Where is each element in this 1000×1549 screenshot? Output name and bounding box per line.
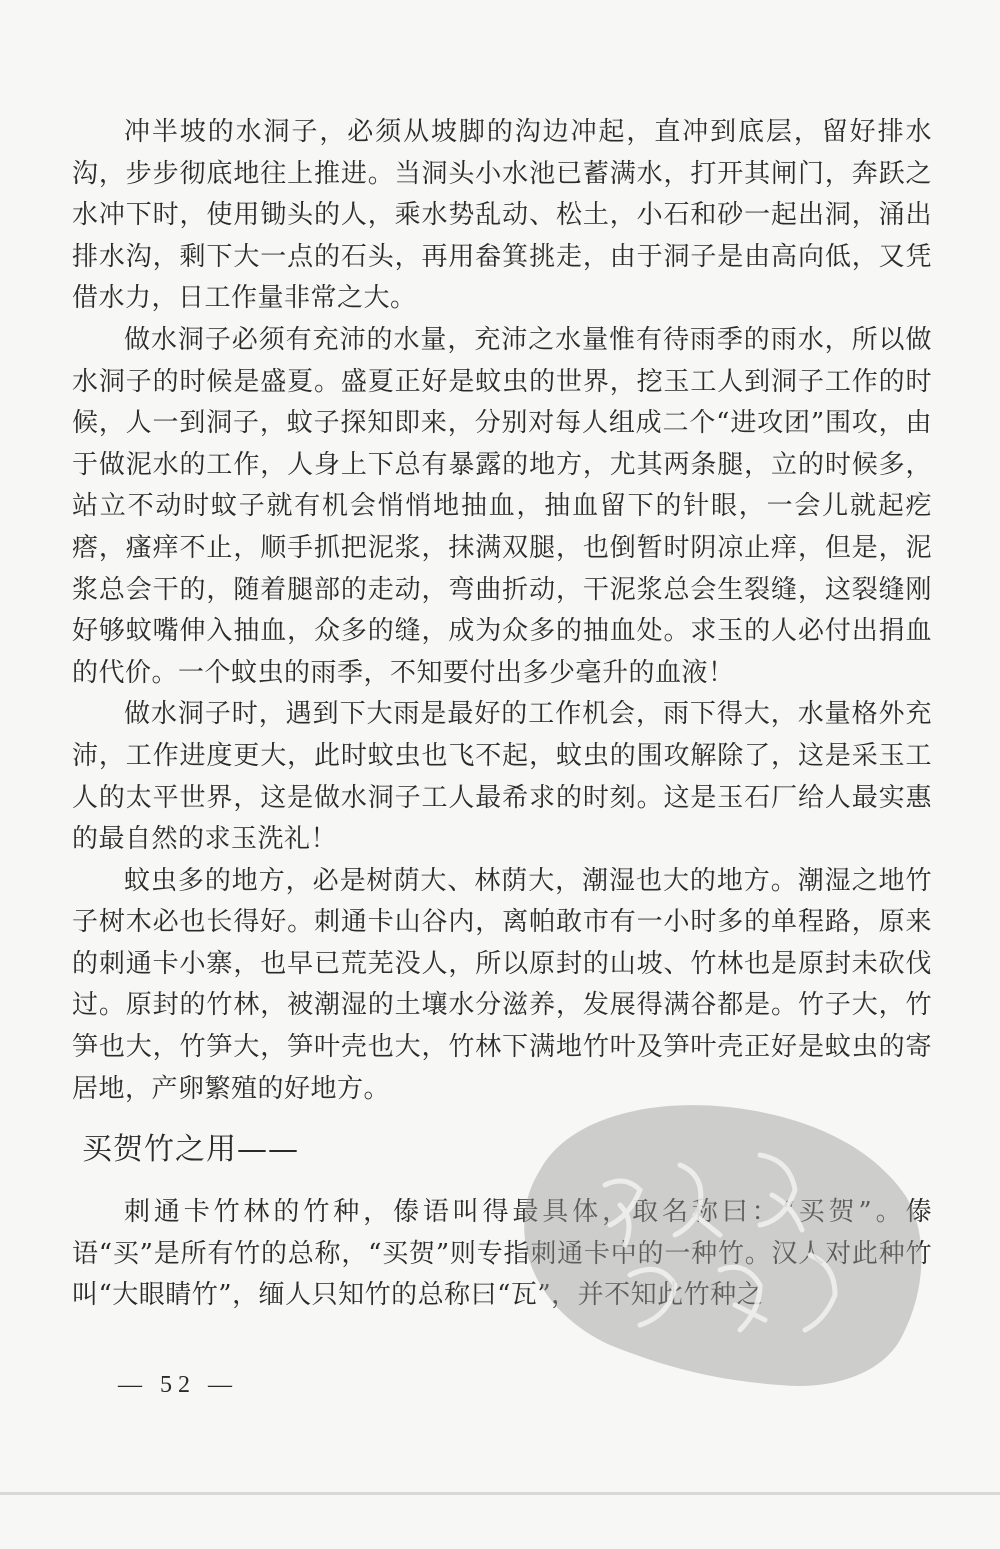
bottom-divider — [0, 1492, 1000, 1495]
paragraph-2: 做水洞子必须有充沛的水量，充沛之水量惟有待雨季的雨水，所以做水洞子的时候是盛夏。盛夏正好是蚊虫的世界，挖玉工人到洞子工作的时候，人一到洞子，蚊子探知即来，分别对每人组成二个“进攻团”围攻，由于做泥水的工作，人身上下总有暴露的地方，尤其两条腿，立的时候多，站立不动时蚊子就有机会悄悄地抽血，抽血留下的针眼，一会儿就起疙瘩，瘙痒不止，顺手抓把泥浆，抹满双腿，也倒暂时阴凉止痒，但是，泥浆总会干的，随着腿部的走动，弯曲折动，干泥浆总会生裂缝，这裂缝刚好够蚊嘴伸入抽血，众多的缝，成为众多的抽血处。求玉的人必付出捐血的代价。一个蚊虫的雨季，不知要付出多少毫升的血液！ — [72, 324, 932, 688]
paragraph-1: 冲半坡的水洞子，必须从坡脚的沟边冲起，直冲到底层，留好排水沟，步步彻底地往上推进。当洞头小水池已蓄满水，打开其闸门，奔跃之水冲下时，使用锄头的人，乘水势乱动、松土，小石和砂一起出洞，涌出排水沟，剩下大一点的石头，再用畚箕挑走，由于洞子是由高向低，又凭借水力，日工作量非常之大。 — [72, 117, 932, 314]
paragraph-4: 蚊虫多的地方，必是树荫大、林荫大，潮湿也大的地方。潮湿之地竹子树木必也长得好。刺通卡山谷内，离帕敢市有一小时多的单程路，原来的刺通卡小寨，也早已荒芜没人，所以原封的山坡、竹林也是原封未砍伐过。原封的竹林，被潮湿的土壤水分滋养，发展得满谷都是。竹子大，竹笋也大，竹笋大，笋叶壳也大，竹林下满地竹叶及笋叶壳正好是蚊虫的寄居地，产卵繁殖的好地方。 — [72, 865, 932, 1104]
paragraph-3: 做水洞子时，遇到下大雨是最好的工作机会，雨下得大，水量格外充沛，工作进度更大，此时蚊虫也飞不起，蚊虫的围攻解除了，这是采玉工人的太平世界，这是做水洞子工人最希求的时刻。这是玉石厂给人最实惠的最自然的求玉洗礼！ — [72, 699, 932, 855]
body-text — [72, 112, 932, 1317]
paragraph-5: 刺通卡竹林的竹种，傣语叫得最具体，取名称曰：“买贺”。傣语“买”是所有竹的总称，“买贺”则专指刺通卡中的一种竹。汉人对此种竹叫“大眼睛竹”，缅人只知竹的总称曰“瓦”，并不知此竹种之 — [72, 1197, 932, 1311]
section-heading: 买贺竹之用—— — [82, 1132, 299, 1168]
page-number: — 52 — — [118, 1372, 238, 1398]
